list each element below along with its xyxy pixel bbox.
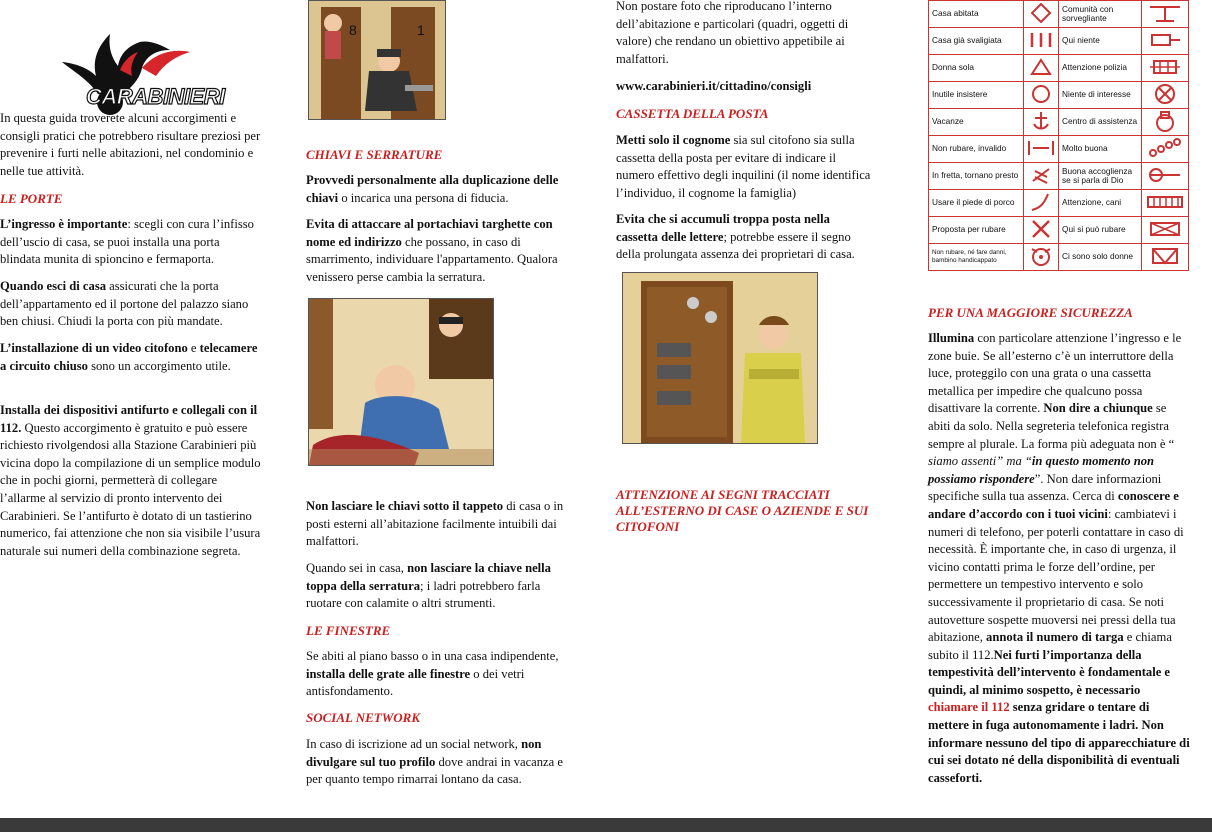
- porte-paragraph-1: L’ingresso è importante: scegli con cura l’infisso dell’uscio di casa, se puoi installa una porta blindata munita di spioncino e fermaporta.: [0, 217, 254, 267]
- social-paragraph-continued: Non postare foto che riproducano l’interno dell’abitazione e particolari (quadri, oggetti di valore) che rendano un obiettivo appetibile ai malfattori.: [616, 0, 849, 66]
- sign-symbol-right-icon: [1142, 82, 1189, 109]
- sign-symbol-left-icon: [1024, 244, 1059, 271]
- sign-label-right: Comunità con sorvegliante: [1059, 1, 1142, 28]
- sign-row: [929, 28, 1189, 55]
- sign-symbol-left-icon: [1024, 163, 1059, 190]
- sign-symbol-right-icon: [1142, 244, 1189, 271]
- sign-label-right: Buona accoglienza se si parla di Dio: [1059, 163, 1142, 190]
- sign-symbol-left-icon: [1024, 28, 1059, 55]
- sign-symbol-left-icon: [1024, 109, 1059, 136]
- sign-symbol-left-icon: [1024, 82, 1059, 109]
- sign-label-right: Centro di assistenza: [1059, 109, 1142, 136]
- sign-symbol-right-icon: [1142, 1, 1189, 28]
- sign-row: [929, 109, 1189, 136]
- door-number-8: 8: [349, 22, 357, 38]
- sign-label-left: Non rubare, né fare danni, bambino handicappato: [929, 244, 1024, 271]
- heading-porte: LE PORTE: [0, 191, 63, 206]
- heading-cassetta: CASSETTA DELLA POSTA: [616, 106, 769, 121]
- sign-symbol-right-icon: [1142, 28, 1189, 55]
- thief-signs-table: [928, 0, 1189, 271]
- carabinieri-logo: [58, 24, 225, 116]
- sign-row: [929, 244, 1189, 271]
- chiavi-paragraph-3: Non lasciare le chiavi sotto il tappeto di casa o in posti esterni all’abitazione facilmente intuibili dai malfattori.: [306, 499, 564, 549]
- sign-label-right: Qui niente: [1059, 28, 1142, 55]
- sign-label-right: Qui si può rubare: [1059, 217, 1142, 244]
- door-number-1: 1: [417, 22, 425, 38]
- heading-sicurezza: PER UNA MAGGIORE SICUREZZA: [928, 305, 1133, 320]
- heading-chiavi: CHIAVI E SERRATURE: [306, 147, 443, 162]
- sign-label-left: Non rubare, invalido: [929, 136, 1024, 163]
- intro-paragraph: In questa guida troverete alcuni accorgimenti e consigli pratici che potrebbero risultare preziosi per prevenire i furti nelle abitazioni, nel condominio e nelle tue attività.: [0, 111, 261, 178]
- sign-label-left: Usare il piede di porco: [929, 190, 1024, 217]
- logo-text: CARABINIERI: [86, 84, 225, 109]
- sign-label-left: Donna sola: [929, 55, 1024, 82]
- sign-row: [929, 1, 1189, 28]
- sign-symbol-left-icon: [1024, 136, 1059, 163]
- social-paragraph: In caso di iscrizione ad un social network, non divulgare sul tuo profilo dove andrai in vacanza e per quanto tempo rimarrai lontano da casa.: [306, 737, 563, 787]
- door-icon: [309, 1, 445, 119]
- sign-symbol-left-icon: [1024, 190, 1059, 217]
- sign-row: [929, 217, 1189, 244]
- sign-symbol-right-icon: [1142, 109, 1189, 136]
- bottom-bar: [0, 818, 1212, 832]
- sign-label-left: Casa abitata: [929, 1, 1024, 28]
- sign-row: [929, 55, 1189, 82]
- sign-label-left: Inutile insistere: [929, 82, 1024, 109]
- sign-label-left: Proposta per rubare: [929, 217, 1024, 244]
- sign-row: [929, 190, 1189, 217]
- sign-label-left: Vacanze: [929, 109, 1024, 136]
- sign-label-right: Attenzione, cani: [1059, 190, 1142, 217]
- heading-finestre: LE FINESTRE: [306, 623, 391, 638]
- sign-row: [929, 163, 1189, 190]
- porte-paragraph-4: Installa dei dispositivi antifurto e collegali con il 112. Questo accorgimento è gratuito e può essere richiesto rivolgendosi alla Stazione Carabinieri più vicina dopo la compilazione di un semplice modulo che in pochi giorni, permetterà di collegare l’allarme al servizio di pronto intervento dei Carabinieri. Se l’antifurto è dotato di un tastierino numerico, fai attenzione che non sia visibile l’usura naturale sui numeri della combinazione segreta.: [0, 403, 261, 558]
- chiavi-paragraph-2: Evita di attaccare al portachiavi targhette con nome ed indirizzo che possano, in caso di smarrimento, individuare l'appartamento. Qualora venissero perse cambia la serratura.: [306, 217, 558, 284]
- sign-symbol-left-icon: [1024, 217, 1059, 244]
- sign-row: [929, 136, 1189, 163]
- sign-symbol-left-icon: [1024, 1, 1059, 28]
- heading-segni: ATTENZIONE AI SEGNI TRACCIATI ALL’ESTERNO DI CASE O AZIENDE E SUI CITOFONI: [616, 487, 869, 534]
- burglar-door-illustration: [308, 0, 446, 120]
- sign-label-right: Molto buona: [1059, 136, 1142, 163]
- cassetta-paragraph-1: Metti solo il cognome sia sul citofono sia sulla cassetta della posta per evitare di indicare il numero effettivo degli inquilini (il nome identifica l’individuo, il cognome la famiglia): [616, 133, 871, 200]
- sign-label-left: Casa già svaligiata: [929, 28, 1024, 55]
- key-under-mat-illustration: [308, 298, 494, 466]
- porte-paragraph-2: Quando esci di casa assicurati che la porta dell’appartamento ed il portone del palazzo siano ben chiusi. Chiudi la porta con più mandate.: [0, 279, 249, 329]
- chiavi-paragraph-4: Quando sei in casa, non lasciare la chiave nella toppa della serratura; i ladri potrebbero farla ruotare con calamite o altri strumenti.: [306, 561, 551, 611]
- sign-label-left: In fretta, tornano presto: [929, 163, 1024, 190]
- sign-symbol-right-icon: [1142, 55, 1189, 82]
- chiavi-paragraph-1: Provvedi personalmente alla duplicazione delle chiavi o incarica una persona di fiducia.: [306, 173, 559, 205]
- finestre-paragraph: Se abiti al piano basso o in una casa indipendente, installa delle grate alle finestre o dei vetri antisfondamento.: [306, 649, 559, 699]
- sign-symbol-right-icon: [1142, 190, 1189, 217]
- sign-symbol-right-icon: [1142, 217, 1189, 244]
- porte-paragraph-3: L’installazione di un video citofono e telecamere a circuito chiuso sono un accorgimento utile.: [0, 341, 258, 373]
- sign-label-right: Attenzione polizia: [1059, 55, 1142, 82]
- sign-symbol-right-icon: [1142, 163, 1189, 190]
- sign-label-right: Ci sono solo donne: [1059, 244, 1142, 271]
- locked-door-illustration: [622, 272, 818, 444]
- heading-social: SOCIAL NETWORK: [306, 710, 421, 725]
- cassetta-paragraph-2: Evita che si accumuli troppa posta nella cassetta delle lettere; potrebbe essere il segno della prolungata assenza dei proprietari di casa.: [616, 212, 855, 262]
- sign-label-right: Niente di interesse: [1059, 82, 1142, 109]
- carabinieri-url[interactable]: www.carabinieri.it/cittadino/consigli: [616, 79, 812, 93]
- sign-symbol-left-icon: [1024, 55, 1059, 82]
- sicurezza-paragraph: Illumina con particolare attenzione l’ingresso e le zone buie. Se all’esterno c’è un interruttore della luce, proteggilo con una grata o una cassetta metallica per impedire che qualcuno possa disattivare la corrente. Non dire a chiunque se abiti da solo. Nella segreteria telefonica registra sempre al plurale. La forma più adeguata non è “ siamo assenti” ma “in questo momento non possiamo rispondere”. Non dare informazioni specifiche sulla tua assenza. Cerca di conoscere e andare d’accordo con i tuoi vicini: cambiatevi i numeri di telefono, per poterli contattare in caso di necessità. È importante che, in caso di urgenza, il vicino contatti prima le forze dell’ordine, per permettere un tempestivo intervento e solo successivamente il proprietario di casa. Se noti autovetture sospette muoversi nei pressi della tua abitazione, annota il numero di targa e chiama subito il 112.Nei furti l’importanza della tempestività dell’intervento è fondamentale e quindi, al minimo sospetto, è necessario chiamare il 112 senza gridare o tentare di mettere in fuga autonomamente i ladri. Non informare nessuno del tipo di apparecchiature di cui sei dotato né della disponibilità di eventuali casseforti.: [928, 331, 1190, 785]
- sign-symbol-right-icon: [1142, 136, 1189, 163]
- sign-row: [929, 82, 1189, 109]
